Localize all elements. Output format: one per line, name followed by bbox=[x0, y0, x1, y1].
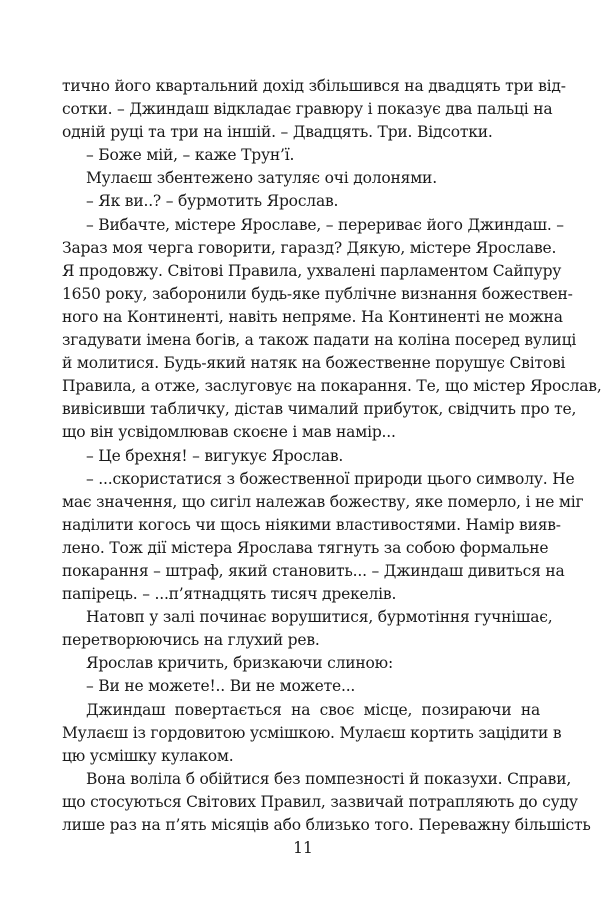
text-line: тично його квартальний дохід збільшився на двадцять три від- bbox=[62, 77, 566, 95]
text-line: що стосуються Світових Правил, зазвичай потрапляють до суду bbox=[62, 792, 578, 811]
text-line: має значення, що сигіл належав божеству, яке померло, і не міг bbox=[62, 492, 584, 511]
text-line: – Вибачте, містере Ярославе, – перериває його Джиндаш. – bbox=[86, 215, 564, 234]
text-line: – Це брехня! – вигукує Ярослав. bbox=[86, 446, 344, 465]
text-line: Я продовжу. Світові Правила, ухвалені парламентом Сайпуру bbox=[62, 261, 562, 280]
text-line: вивісивши табличку, дістав чималий прибуток, свідчить про те, bbox=[62, 400, 577, 419]
text-line: наділити когось чи щось ніякими властивостями. Намір вияв- bbox=[62, 515, 561, 534]
text-line: й молитися. Будь-який натяк на божественне порушує Світові bbox=[62, 354, 566, 373]
text-line: одній руці та три на іншій. – Двадцять. Три. Відсотки. bbox=[62, 123, 493, 142]
page-number: 11 bbox=[293, 839, 313, 857]
text-line: покарання – штраф, який становить... – Джиндаш дивиться на bbox=[62, 561, 565, 580]
text-line: Ярослав кричить, бризкаючи слиною: bbox=[86, 654, 393, 673]
text-line: що він усвідомлював скоєне і мав намір... bbox=[62, 423, 396, 442]
text-line: – Ви не можете!.. Ви не можете... bbox=[86, 677, 356, 696]
text-line: цю усмішку кулаком. bbox=[62, 746, 234, 765]
text-line: Вона воліла б обійтися без помпезності й показухи. Справи, bbox=[86, 769, 572, 788]
text-line: лено. Тож дії містера Ярослава тягнуть за собою формальне bbox=[62, 538, 549, 557]
text-line: ного на Континенті, навіть непряме. На Континенті не можна bbox=[62, 307, 563, 326]
text-line: Джиндаш повертається на своє місце, позираючи на bbox=[86, 700, 540, 719]
text-line: 1650 року, заборонили будь-яке публічне визнання божествен- bbox=[62, 284, 573, 303]
text-line: лише раз на п’ять місяців або близько того. Переважну більшість bbox=[62, 816, 591, 834]
text-line: Натовп у залі починає ворушитися, бурмотіння гучнішає, bbox=[86, 608, 553, 627]
text-line: папірець. – ...п’ятнадцять тисяч дрекелів. bbox=[62, 585, 397, 604]
text-line: перетворюючись на глухий рев. bbox=[62, 631, 320, 650]
text-line: згадувати імена богів, а також падати на коліна посеред вулиці bbox=[62, 331, 577, 350]
body-text bbox=[62, 75, 602, 837]
text-line: сотки. – Джиндаш відкладає гравюру і показує два пальці на bbox=[62, 100, 553, 119]
text-line: Мулаєш із гордовитою усмішкою. Мулаєш кортить зацідити в bbox=[62, 723, 562, 742]
text-line: Правила, а отже, заслуговує на покарання. Те, що містер Ярослав, bbox=[62, 377, 602, 396]
text-line: – Боже мій, – каже Трун’ї. bbox=[86, 146, 295, 165]
text-line: Мулаєш збентежено затуляє очі долонями. bbox=[86, 169, 437, 188]
text-line: – Як ви..? – бурмотить Ярослав. bbox=[86, 192, 339, 211]
text-line: Зараз моя черга говорити, гаразд? Дякую, містере Ярославе. bbox=[62, 238, 557, 257]
text-line: – ...скористатися з божественної природи цього символу. Не bbox=[86, 469, 575, 488]
